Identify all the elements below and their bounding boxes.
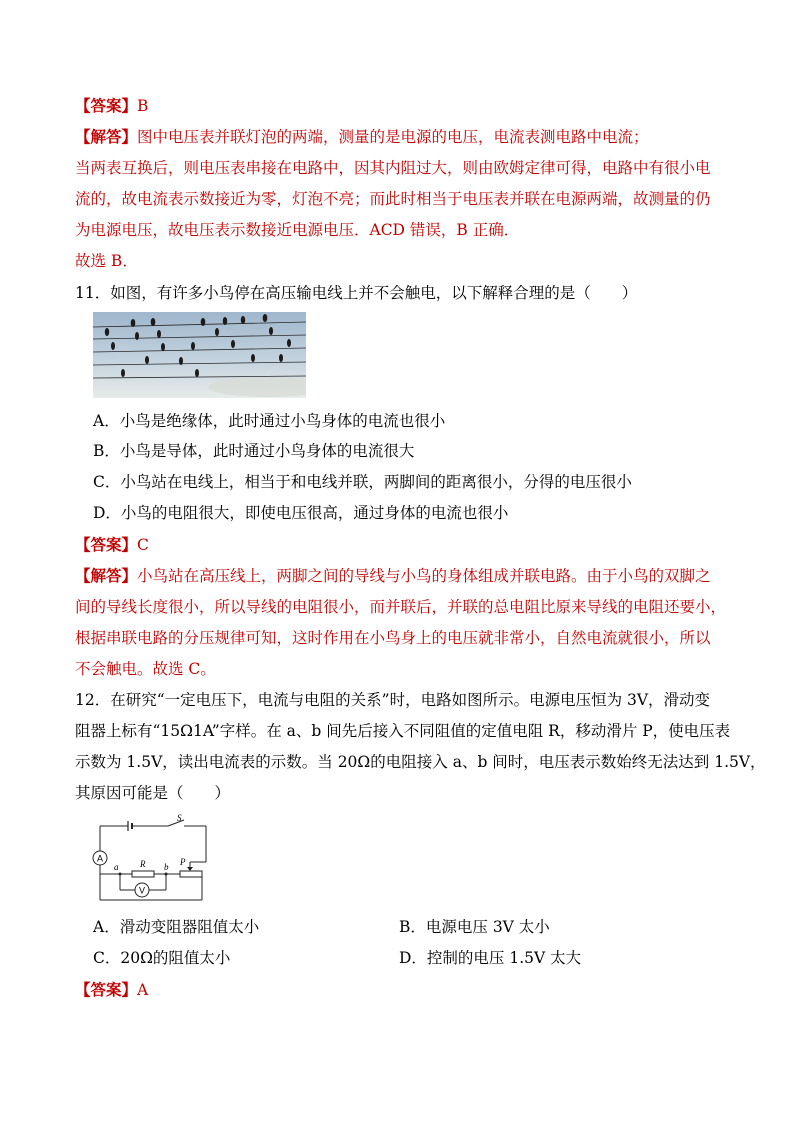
q11-option-b: B．小鸟是导体，此时通过小鸟身体的电流很大 [93,442,415,460]
slider-label: P [180,857,186,867]
q11-explain-line-4: 不会触电。故选 C。 [75,660,216,678]
explain-tag: 【解答】 [75,127,138,146]
voltmeter-label: V [138,885,146,896]
circuit-diagram [92,812,212,904]
explain-tag: 【解答】 [75,566,138,585]
ammeter-label: A [96,853,104,864]
q10-explain-line-2: 当两表互换后，则电压表串接在电路中，因其内阻过大，则由欧姆定律可得，电路中有很小电 [75,159,711,177]
q10-answer-line [75,96,148,116]
q12-stem-line-2: 阻器上标有“15Ω1A”字样。在 a、b 间先后接入不同阻值的定值电阻 R，移动滑片 P，使电压表 [75,722,731,740]
explain-text: 图中电压表并联灯泡的两端，测量的是电源的电压，电流表测电路中电流； [137,128,649,146]
switch-label: S [177,813,182,823]
q11-option-d: D．小鸟的电阻很大，即使电压很高，通过身体的电流也很小 [93,504,509,522]
q11-explain-line-1 [75,566,711,586]
q12-option-b: B．电源电压 3V 太小 [399,918,550,936]
explain-text: 小鸟站在高压线上，两脚之间的导线与小鸟的身体组成并联电路。由于小鸟的双脚之 [137,567,711,585]
answer-tag: 【答案】 [75,96,138,115]
q11-explain-line-2: 间的导线长度很小，所以导线的电阻很小，而并联后，并联的总电阻比原来导线的电阻还要小， [75,598,727,616]
q11-explain-line-3: 根据串联电路的分压规律可知，这时作用在小鸟身上的电压就非常小，自然电流就很小，所以 [75,629,711,647]
point-a-label: a [114,862,119,872]
q11-option-c: C．小鸟站在电线上，相当于和电线并联，两脚间的距离很小，分得的电压很小 [93,473,632,491]
answer-value: C [137,536,149,554]
q12-option-c: C．20Ω的阻值太小 [93,949,231,967]
q10-explain-line-1 [75,127,649,147]
q10-conclusion: 故选 B． [75,252,138,270]
answer-tag: 【答案】 [75,535,138,554]
q11-answer-line [75,535,149,555]
q12-answer-line [75,980,148,1000]
q11-option-a: A．小鸟是绝缘体，此时通过小鸟身体的电流也很小 [93,412,446,430]
q11-stem: 11．如图，有许多小鸟停在高压输电线上并不会触电，以下解释合理的是（ ） [75,284,638,302]
answer-value: A [137,981,149,999]
q12-stem-line-1: 12．在研究“一定电压下，电流与电阻的关系”时，电路如图所示。电源电压恒为 3V，滑动变 [75,691,711,709]
resistor-label: R [140,859,146,869]
q10-explain-line-3: 流的，故电流表示数接近为零，灯泡不亮；而此时相当于电压表并联在电源两端，故测量的仍 [75,190,711,208]
answer-value: B [137,97,149,115]
birds-on-wires-image [93,312,306,398]
q12-stem-line-4: 其原因可能是（ ） [75,784,231,802]
q12-option-a: A．滑动变阻器阻值太小 [93,918,260,936]
q12-stem-line-3: 示数为 1.5V，读出电流表的示数。当 20Ω的电阻接入 a、b 间时，电压表示数始终无法达到 1.5V， [75,753,766,771]
point-b-label: b [164,862,169,872]
q12-option-d: D．控制的电压 1.5V 太大 [399,949,582,967]
answer-tag: 【答案】 [75,980,138,999]
q10-explain-line-4: 为电源电压，故电压表示数接近电源电压．ACD 错误，B 正确． [75,221,520,239]
